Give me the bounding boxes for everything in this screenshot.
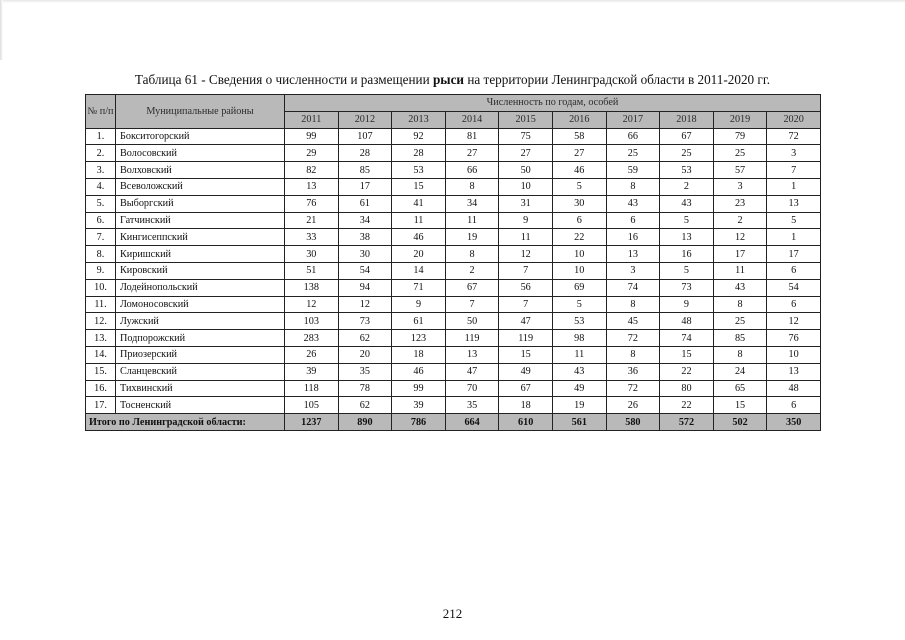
table-row — [86, 178, 821, 195]
population-value: 13 — [285, 178, 339, 195]
population-value: 61 — [338, 195, 392, 212]
header-row-1 — [86, 95, 821, 112]
total-value: 502 — [713, 414, 767, 431]
population-value: 8 — [445, 178, 499, 195]
population-value: 35 — [338, 363, 392, 380]
population-value: 17 — [338, 178, 392, 195]
population-value: 10 — [499, 178, 553, 195]
population-value: 74 — [606, 279, 660, 296]
table-row — [86, 195, 821, 212]
table-row — [86, 262, 821, 279]
population-value: 9 — [499, 212, 553, 229]
population-value: 26 — [606, 397, 660, 414]
population-value: 43 — [606, 195, 660, 212]
population-value: 6 — [606, 212, 660, 229]
table-row — [86, 397, 821, 414]
population-value: 48 — [767, 380, 821, 397]
population-value: 54 — [338, 262, 392, 279]
population-value: 7 — [499, 296, 553, 313]
population-value: 28 — [338, 145, 392, 162]
table-row — [86, 128, 821, 145]
row-number: 5. — [86, 195, 116, 212]
population-value: 94 — [338, 279, 392, 296]
table-row — [86, 313, 821, 330]
population-value: 105 — [285, 397, 339, 414]
page-number: 212 — [442, 606, 463, 621]
row-number: 2. — [86, 145, 116, 162]
population-value: 47 — [499, 313, 553, 330]
district-name: Ломоносовский — [116, 296, 285, 313]
population-value: 62 — [338, 397, 392, 414]
population-value: 2 — [660, 178, 714, 195]
population-value: 11 — [552, 346, 606, 363]
population-value: 78 — [338, 380, 392, 397]
district-name: Кировский — [116, 262, 285, 279]
population-value: 6 — [767, 262, 821, 279]
population-value: 67 — [660, 128, 714, 145]
population-value: 7 — [767, 162, 821, 179]
row-number: 8. — [86, 246, 116, 263]
population-value: 24 — [713, 363, 767, 380]
header-year: 2019 — [713, 111, 767, 128]
population-value: 123 — [392, 330, 446, 347]
population-value: 99 — [285, 128, 339, 145]
population-value: 15 — [392, 178, 446, 195]
district-name: Волховский — [116, 162, 285, 179]
total-value: 786 — [392, 414, 446, 431]
population-value: 53 — [392, 162, 446, 179]
population-value: 51 — [285, 262, 339, 279]
population-value: 76 — [285, 195, 339, 212]
header-district: Муниципальные районы — [116, 95, 285, 129]
population-value: 20 — [392, 246, 446, 263]
header-year: 2011 — [285, 111, 339, 128]
population-value: 30 — [552, 195, 606, 212]
row-number: 15. — [86, 363, 116, 380]
population-value: 45 — [606, 313, 660, 330]
row-number: 3. — [86, 162, 116, 179]
population-value: 69 — [552, 279, 606, 296]
population-value: 25 — [713, 145, 767, 162]
total-value: 580 — [606, 414, 660, 431]
population-value: 62 — [338, 330, 392, 347]
population-value: 13 — [660, 229, 714, 246]
population-value: 74 — [660, 330, 714, 347]
population-value: 34 — [445, 195, 499, 212]
population-value: 5 — [767, 212, 821, 229]
population-value: 49 — [552, 380, 606, 397]
population-value: 3 — [767, 145, 821, 162]
population-value: 99 — [392, 380, 446, 397]
population-value: 43 — [713, 279, 767, 296]
total-row — [86, 414, 821, 431]
population-value: 81 — [445, 128, 499, 145]
total-value: 664 — [445, 414, 499, 431]
population-value: 27 — [445, 145, 499, 162]
population-value: 10 — [552, 246, 606, 263]
population-value: 27 — [552, 145, 606, 162]
district-name: Киришский — [116, 246, 285, 263]
population-value: 39 — [285, 363, 339, 380]
header-year: 2020 — [767, 111, 821, 128]
population-value: 82 — [285, 162, 339, 179]
header-number: № п/п — [86, 95, 116, 129]
population-value: 25 — [606, 145, 660, 162]
population-value: 10 — [552, 262, 606, 279]
population-value: 14 — [392, 262, 446, 279]
row-number: 13. — [86, 330, 116, 347]
population-value: 8 — [606, 296, 660, 313]
total-value: 572 — [660, 414, 714, 431]
caption-prefix: Таблица 61 - Сведения о численности и размещении — [134, 72, 433, 87]
district-name: Бокситогорский — [116, 128, 285, 145]
table-row — [86, 380, 821, 397]
population-value: 138 — [285, 279, 339, 296]
population-value: 41 — [392, 195, 446, 212]
population-value: 66 — [445, 162, 499, 179]
row-number: 11. — [86, 296, 116, 313]
population-value: 46 — [552, 162, 606, 179]
population-value: 54 — [767, 279, 821, 296]
population-value: 20 — [338, 346, 392, 363]
population-value: 49 — [499, 363, 553, 380]
population-value: 85 — [338, 162, 392, 179]
population-value: 15 — [499, 346, 553, 363]
population-value: 72 — [767, 128, 821, 145]
population-value: 13 — [767, 363, 821, 380]
population-value: 12 — [338, 296, 392, 313]
population-value: 15 — [713, 397, 767, 414]
caption-bold-word: рыси — [432, 72, 465, 87]
table-row — [86, 363, 821, 380]
population-value: 38 — [338, 229, 392, 246]
population-value: 8 — [445, 246, 499, 263]
district-name: Приозерский — [116, 346, 285, 363]
population-value: 43 — [660, 195, 714, 212]
population-value: 18 — [499, 397, 553, 414]
population-value: 72 — [606, 330, 660, 347]
population-value: 119 — [499, 330, 553, 347]
population-value: 13 — [606, 246, 660, 263]
population-value: 33 — [285, 229, 339, 246]
total-label: Итого по Ленинградской области: — [86, 414, 285, 431]
population-value: 28 — [392, 145, 446, 162]
population-value: 25 — [713, 313, 767, 330]
population-value: 107 — [338, 128, 392, 145]
scan-edge-top — [0, 0, 905, 3]
population-value: 8 — [606, 178, 660, 195]
district-name: Всеволожский — [116, 178, 285, 195]
table-row — [86, 330, 821, 347]
population-value: 7 — [445, 296, 499, 313]
table-row — [86, 246, 821, 263]
table-body — [86, 128, 821, 430]
population-value: 9 — [660, 296, 714, 313]
population-value: 46 — [392, 229, 446, 246]
population-value: 3 — [606, 262, 660, 279]
row-number: 12. — [86, 313, 116, 330]
population-value: 35 — [445, 397, 499, 414]
population-value: 39 — [392, 397, 446, 414]
population-value: 50 — [499, 162, 553, 179]
population-value: 1 — [767, 178, 821, 195]
header-year: 2016 — [552, 111, 606, 128]
population-value: 27 — [499, 145, 553, 162]
population-value: 67 — [445, 279, 499, 296]
population-value: 75 — [499, 128, 553, 145]
population-value: 65 — [713, 380, 767, 397]
population-value: 53 — [552, 313, 606, 330]
population-value: 22 — [660, 363, 714, 380]
row-number: 17. — [86, 397, 116, 414]
total-value: 350 — [767, 414, 821, 431]
header-year: 2014 — [445, 111, 499, 128]
population-value: 23 — [713, 195, 767, 212]
population-value: 12 — [767, 313, 821, 330]
caption-suffix: на территории Ленинградской области в 2011-2020 гг. — [464, 72, 771, 87]
population-value: 5 — [660, 262, 714, 279]
population-value: 3 — [713, 178, 767, 195]
population-value: 47 — [445, 363, 499, 380]
row-number: 9. — [86, 262, 116, 279]
header-year: 2015 — [499, 111, 553, 128]
row-number: 14. — [86, 346, 116, 363]
population-value: 15 — [660, 346, 714, 363]
population-value: 5 — [660, 212, 714, 229]
population-value: 31 — [499, 195, 553, 212]
population-value: 67 — [499, 380, 553, 397]
population-value: 16 — [606, 229, 660, 246]
population-value: 22 — [552, 229, 606, 246]
population-value: 46 — [392, 363, 446, 380]
population-value: 48 — [660, 313, 714, 330]
total-value: 1237 — [285, 414, 339, 431]
population-value: 22 — [660, 397, 714, 414]
table-row — [86, 346, 821, 363]
population-value: 58 — [552, 128, 606, 145]
population-value: 34 — [338, 212, 392, 229]
district-name: Волосовский — [116, 145, 285, 162]
population-value: 25 — [660, 145, 714, 162]
population-value: 7 — [499, 262, 553, 279]
population-value: 12 — [285, 296, 339, 313]
population-value: 10 — [767, 346, 821, 363]
table-row — [86, 279, 821, 296]
district-name: Гатчинский — [116, 212, 285, 229]
row-number: 10. — [86, 279, 116, 296]
table-caption — [0, 72, 905, 88]
population-value: 50 — [445, 313, 499, 330]
table-row — [86, 212, 821, 229]
population-value: 36 — [606, 363, 660, 380]
district-name: Выборгский — [116, 195, 285, 212]
row-number: 7. — [86, 229, 116, 246]
population-value: 5 — [552, 178, 606, 195]
district-name: Сланцевский — [116, 363, 285, 380]
population-value: 53 — [660, 162, 714, 179]
district-name: Кингисеппский — [116, 229, 285, 246]
population-value: 16 — [660, 246, 714, 263]
population-value: 13 — [767, 195, 821, 212]
population-value: 19 — [445, 229, 499, 246]
population-value: 13 — [445, 346, 499, 363]
population-value: 11 — [499, 229, 553, 246]
row-number: 16. — [86, 380, 116, 397]
population-value: 1 — [767, 229, 821, 246]
population-value: 8 — [606, 346, 660, 363]
population-value: 30 — [285, 246, 339, 263]
population-value: 5 — [552, 296, 606, 313]
district-name: Подпорожский — [116, 330, 285, 347]
header-year: 2013 — [392, 111, 446, 128]
population-value: 85 — [713, 330, 767, 347]
population-value: 71 — [392, 279, 446, 296]
district-name: Тихвинский — [116, 380, 285, 397]
population-value: 9 — [392, 296, 446, 313]
population-value: 6 — [552, 212, 606, 229]
population-value: 73 — [338, 313, 392, 330]
population-value: 2 — [445, 262, 499, 279]
population-value: 56 — [499, 279, 553, 296]
population-value: 17 — [767, 246, 821, 263]
total-value: 610 — [499, 414, 553, 431]
population-value: 76 — [767, 330, 821, 347]
population-value: 8 — [713, 296, 767, 313]
population-value: 103 — [285, 313, 339, 330]
population-value: 80 — [660, 380, 714, 397]
population-value: 18 — [392, 346, 446, 363]
population-value: 11 — [713, 262, 767, 279]
header-year: 2017 — [606, 111, 660, 128]
population-value: 2 — [713, 212, 767, 229]
population-value: 72 — [606, 380, 660, 397]
table-row — [86, 229, 821, 246]
population-value: 118 — [285, 380, 339, 397]
district-name: Лодейнопольский — [116, 279, 285, 296]
population-value: 73 — [660, 279, 714, 296]
header-year: 2018 — [660, 111, 714, 128]
row-number: 6. — [86, 212, 116, 229]
population-value: 12 — [499, 246, 553, 263]
population-value: 30 — [338, 246, 392, 263]
table-row — [86, 145, 821, 162]
total-value: 561 — [552, 414, 606, 431]
table-row — [86, 296, 821, 313]
scan-edge-left — [0, 0, 3, 60]
table-row — [86, 162, 821, 179]
population-value: 59 — [606, 162, 660, 179]
district-name: Тосненский — [116, 397, 285, 414]
population-value: 21 — [285, 212, 339, 229]
population-value: 57 — [713, 162, 767, 179]
population-value: 8 — [713, 346, 767, 363]
population-value: 17 — [713, 246, 767, 263]
population-value: 29 — [285, 145, 339, 162]
population-value: 19 — [552, 397, 606, 414]
population-value: 11 — [392, 212, 446, 229]
lynx-population-table — [85, 94, 821, 431]
total-value: 890 — [338, 414, 392, 431]
population-value: 98 — [552, 330, 606, 347]
population-value: 61 — [392, 313, 446, 330]
population-value: 283 — [285, 330, 339, 347]
table-header — [86, 95, 821, 129]
population-value: 26 — [285, 346, 339, 363]
population-value: 119 — [445, 330, 499, 347]
population-value: 66 — [606, 128, 660, 145]
population-value: 12 — [713, 229, 767, 246]
population-value: 92 — [392, 128, 446, 145]
header-year: 2012 — [338, 111, 392, 128]
population-value: 6 — [767, 397, 821, 414]
row-number: 1. — [86, 128, 116, 145]
population-value: 6 — [767, 296, 821, 313]
row-number: 4. — [86, 178, 116, 195]
population-value: 70 — [445, 380, 499, 397]
population-value: 11 — [445, 212, 499, 229]
district-name: Лужский — [116, 313, 285, 330]
population-value: 79 — [713, 128, 767, 145]
header-years-group: Численность по годам, особей — [285, 95, 821, 112]
population-value: 43 — [552, 363, 606, 380]
